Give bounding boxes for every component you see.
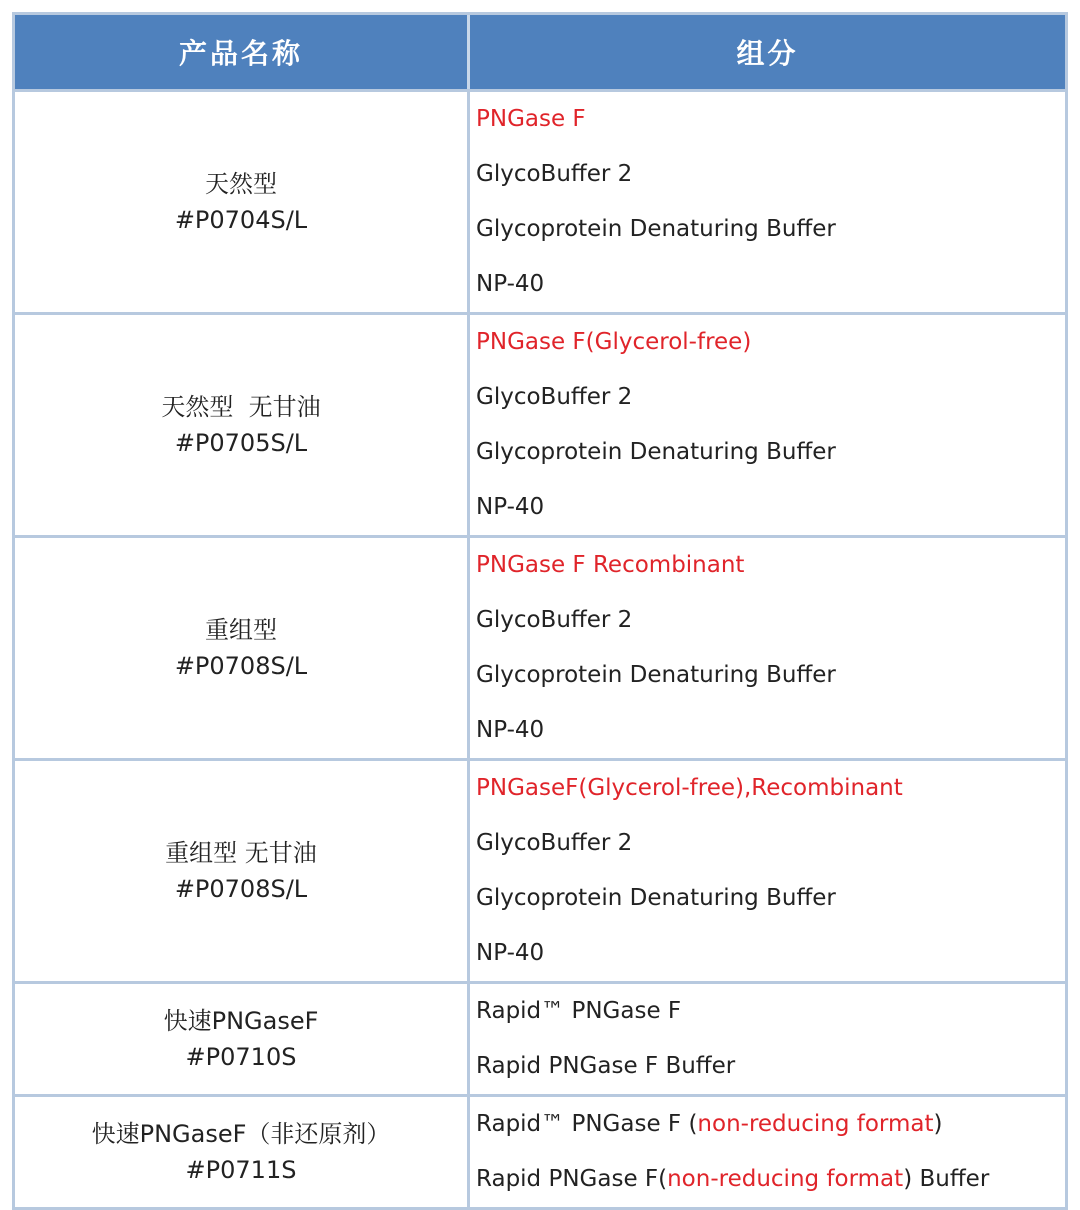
component-item: GlycoBuffer 2	[476, 384, 633, 410]
table-row	[15, 312, 1065, 535]
component-item: Glycoprotein Denaturing Buffer	[476, 439, 836, 465]
component-item-main: PNGaseF(Glycerol-free),Recombinant	[476, 775, 903, 801]
component-item: Glycoprotein Denaturing Buffer	[476, 662, 836, 688]
product-name-cell	[15, 758, 470, 981]
component-item: GlycoBuffer 2	[476, 607, 633, 633]
header-row	[15, 15, 1065, 89]
product-code: #P0708S/L	[174, 652, 308, 680]
component-item: GlycoBuffer 2	[476, 830, 633, 856]
component-item: Glycoprotein Denaturing Buffer	[476, 216, 836, 242]
product-name-cell	[15, 89, 470, 312]
product-name: 天然型	[205, 170, 277, 198]
component-item: Rapid™ PNGase F	[476, 998, 682, 1024]
component-text: ) Buffer	[903, 1166, 990, 1192]
product-code: #P0704S/L	[174, 206, 308, 234]
product-code: #P0705S/L	[174, 429, 308, 457]
header-components: 组分	[470, 15, 1065, 89]
component-item: Glycoprotein Denaturing Buffer	[476, 885, 836, 911]
component-item: Rapid PNGase F Buffer	[476, 1053, 736, 1079]
product-code: #P0710S	[185, 1043, 297, 1071]
components-cell	[470, 981, 1065, 1094]
product-name: 快速PNGaseF	[163, 1007, 319, 1035]
component-text: )	[933, 1111, 943, 1137]
product-name-cell	[15, 1094, 470, 1207]
component-item	[476, 1097, 1065, 1152]
component-item-main: PNGase F(Glycerol-free)	[476, 329, 752, 355]
component-item: NP-40	[476, 940, 545, 966]
product-name-cell	[15, 535, 470, 758]
component-highlight: non-reducing format	[667, 1166, 904, 1192]
component-item: GlycoBuffer 2	[476, 161, 633, 187]
component-item: NP-40	[476, 271, 545, 297]
component-item-main: PNGase F Recombinant	[476, 552, 745, 578]
table-row	[15, 535, 1065, 758]
component-item: NP-40	[476, 717, 545, 743]
table-row	[15, 981, 1065, 1094]
component-item-main: PNGase F	[476, 106, 586, 132]
product-name: 快速PNGaseF（非还原剂）	[91, 1120, 391, 1148]
component-text: Rapid PNGase F(	[476, 1166, 668, 1192]
components-cell	[470, 1094, 1065, 1207]
components-cell	[470, 535, 1065, 758]
product-name: 重组型	[205, 616, 277, 644]
product-name: 重组型 无甘油	[165, 839, 317, 867]
table-row	[15, 89, 1065, 312]
component-item: NP-40	[476, 494, 545, 520]
components-cell	[470, 758, 1065, 981]
components-cell	[470, 312, 1065, 535]
product-name: 天然型 无甘油	[161, 393, 321, 421]
component-item	[476, 1152, 1065, 1207]
component-highlight: non-reducing format	[697, 1111, 934, 1137]
product-name-cell	[15, 981, 470, 1094]
table-row	[15, 758, 1065, 981]
component-text: Rapid™ PNGase F (	[476, 1111, 698, 1137]
product-name-cell	[15, 312, 470, 535]
header-product-name: 产品名称	[15, 15, 470, 89]
product-table	[12, 12, 1068, 1210]
table-row	[15, 1094, 1065, 1207]
product-code: #P0711S	[185, 1156, 297, 1184]
product-code: #P0708S/L	[174, 875, 308, 903]
components-cell	[470, 89, 1065, 312]
